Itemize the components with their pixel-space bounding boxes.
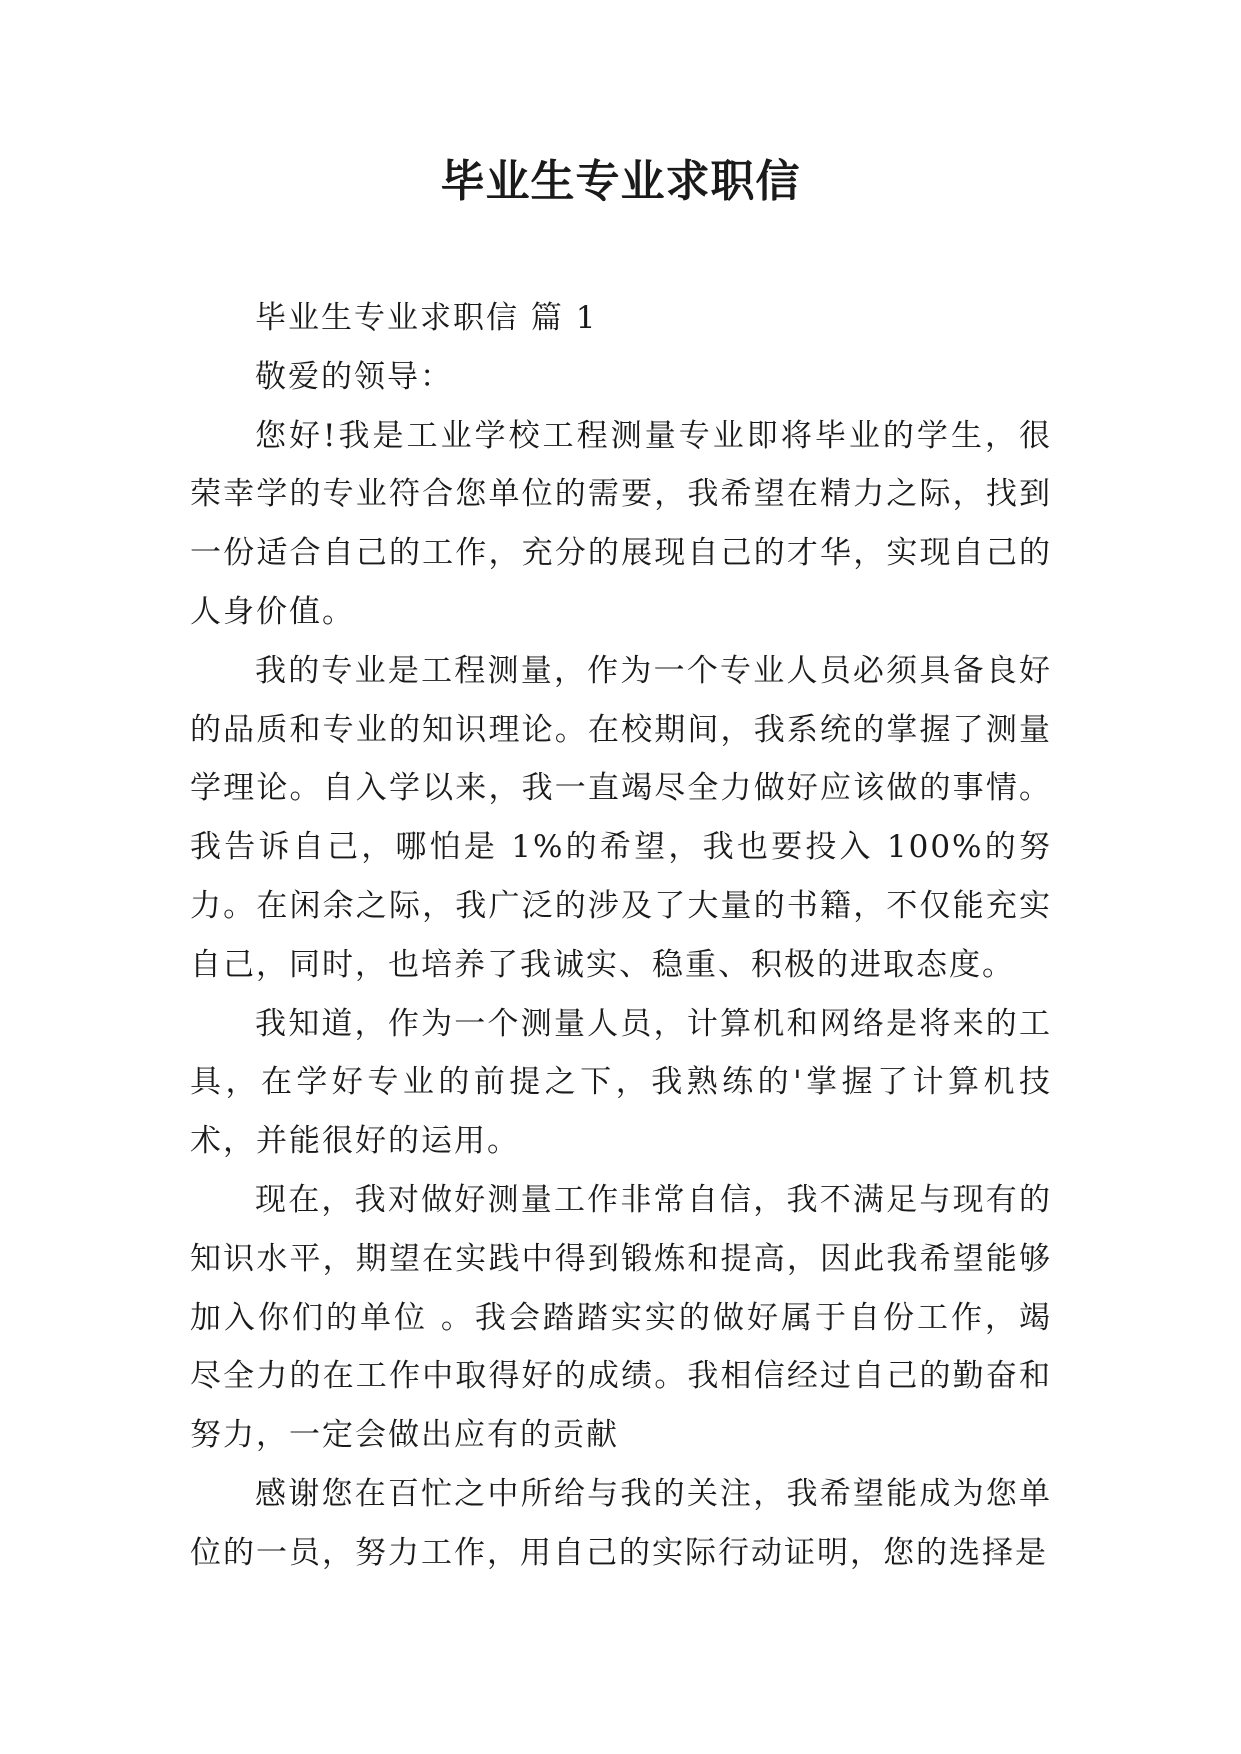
salutation: 敬爱的领导： — [255, 358, 453, 395]
paragraph-major: 我的专业是工程测量，作为一个专业人员必须具备良好的品质和专业的知识理论。在校期间，我系统的掌握了测量学理论。自入学以来，我一直竭尽全力做好应该做的事情。我告诉自己，哪怕是 1%的希望，我也要投入 100%的努力。在闲余之际，我广泛的涉及了大量的书籍，不仅能充实自己，同时，也培养了我诚实、稳重、积极的进取态度。 — [190, 652, 1052, 983]
paragraph-computer-skills: 我知道，作为一个测量人员，计算机和网络是将来的工具，在学好专业的前提之下，我熟练的'掌握了计算机技术，并能很好的运用。 — [190, 1005, 1052, 1160]
paragraph-confidence: 现在，我对做好测量工作非常自信，我不满足与现有的知识水平，期望在实践中得到锻炼和提高，因此我希望能够加入你们的单位 。我会踏踏实实的做好属于自份工作，竭尽全力的在工作中取得好的成绩。我相信经过自己的勤奋和努力，一定会做出应有的贡献 — [190, 1181, 1052, 1454]
paragraph-greeting: 您好!我是工业学校工程测量专业即将毕业的学生，很荣幸学的专业符合您单位的需要，我希望在精力之际，找到一份适合自己的工作，充分的展现自己的才华，实现自己的人身价值。 — [190, 417, 1052, 630]
section-heading: 毕业生专业求职信 篇 1 — [255, 300, 598, 336]
letter-body — [190, 289, 1052, 1583]
document-title: 毕业生专业求职信 — [440, 156, 801, 207]
paragraph-thanks: 感谢您在百忙之中所给与我的关注，我希望能成为您单位的一员，努力工作，用自己的实际行动证明，您的选择是 — [190, 1475, 1052, 1571]
